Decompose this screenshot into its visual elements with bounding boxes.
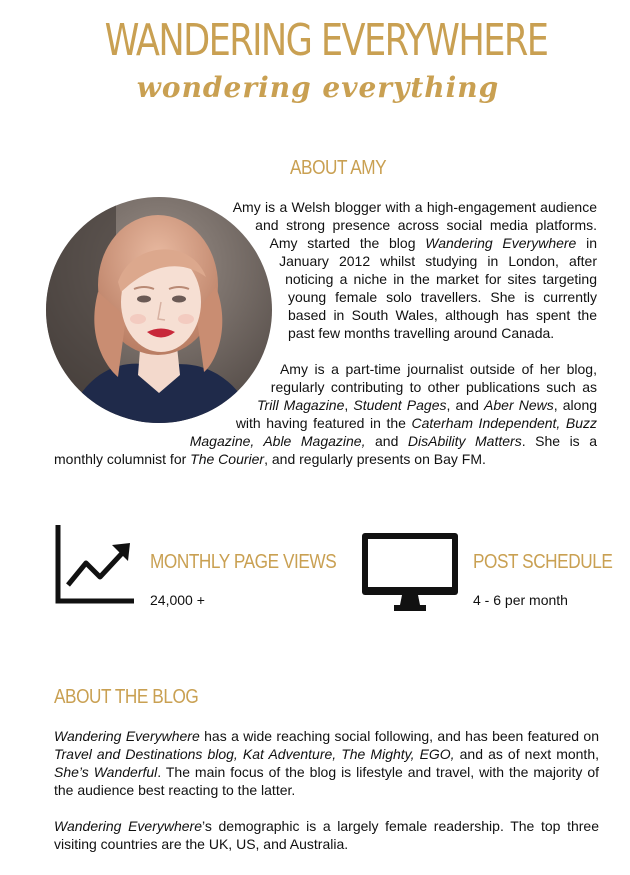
italic-title: Wandering Everywhere: [54, 728, 200, 744]
post-schedule-value: 4 - 6 per month: [473, 592, 568, 608]
about-amy-paragraph-1: Amy is a Welsh blogger with a high-engagement audience and strong presence across social media platforms. Amy started the blog Wandering Everywhere in January 2012 whilst studying in London, after noticing a niche in the market for sites targeting young female solo travellers. She is currently based in South Wales, although has spent the past few months travelling around Canada.: [232, 199, 597, 341]
site-title: WANDERING EVERYWHERE: [104, 15, 548, 66]
post-schedule-heading: POST SCHEDULE: [473, 551, 613, 573]
about-blog-paragraph-2: Wandering Everywhere’s demographic is a largely female readership. The top three visiting countries are the UK, US, and Australia.: [54, 818, 599, 852]
site-tagline: wondering everything: [136, 71, 500, 104]
italic-title: Caterham Independent, Buzz Magazine, Able Magazine,: [189, 415, 597, 449]
monitor-icon: [360, 531, 460, 613]
page-views-heading: MONTHLY PAGE VIEWS: [150, 551, 337, 573]
italic-title: Aber News: [484, 397, 554, 413]
italic-title: DisAbility Matters: [407, 433, 522, 449]
about-amy-heading: ABOUT AMY: [290, 157, 387, 179]
page-views-value: 24,000 +: [150, 592, 205, 608]
italic-title: She’s Wanderful: [54, 764, 158, 780]
about-amy-paragraph-2: Amy is a part-time journalist outside of her blog, regularly contributing to other publications such as Trill Magazine, Student Pages, and Aber News, along with having featured in the Caterham Independent, Buzz Magazine, Able Magazine, and DisAbility Matters. She is a monthly columnist for The Courier, and regularly presents on Bay FM.: [54, 361, 598, 467]
italic-title: Wandering Everywhere: [425, 235, 577, 251]
italic-title: Wandering Everywhere: [54, 818, 203, 834]
about-amy-text: [54, 198, 597, 468]
about-blog-paragraph-1: Wandering Everywhere has a wide reaching social following, and has been featured on Travel and Destinations blog, Kat Adventure, The Mighty, EGO, and as of next month, She’s Wanderful. The main focus of the blog is lifestyle and travel, with the majority of the audience best reacting to the latter.: [54, 728, 599, 798]
about-blog-text: [54, 727, 599, 853]
italic-title: Travel and Destinations blog, Kat Adventure, The Mighty, EGO,: [54, 746, 455, 762]
about-blog-heading: ABOUT THE BLOG: [54, 686, 199, 708]
italic-title: Student Pages: [353, 397, 447, 413]
italic-title: Trill Magazine: [257, 397, 345, 413]
italic-title: The Courier: [190, 451, 265, 467]
trend-chart-icon: [54, 523, 136, 605]
